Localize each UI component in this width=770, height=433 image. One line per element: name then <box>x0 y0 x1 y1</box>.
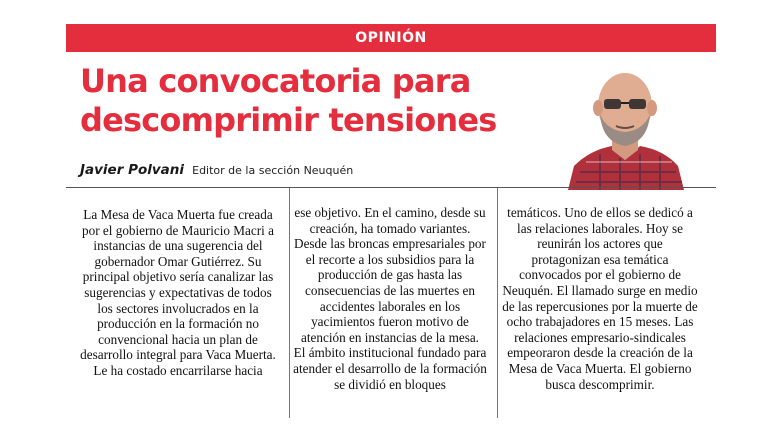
article-column-1 <box>80 207 276 379</box>
column-divider <box>497 188 498 418</box>
section-label: OPINIÓN <box>355 30 427 46</box>
author-role: Editor de la sección Neuquén <box>192 164 354 177</box>
author-portrait <box>560 62 690 190</box>
paragraph: temáticos. Uno de ellos se dedicó a las relaciones laborales. Hoy se reunirán los actores que protagonizan esa temática convocados por el gobierno de Neuquén. El llamado surge en medio de las repercusiones por la muerte de ocho trabajadores en 15 meses. Las relaciones empresario-sindicales empeoraron desde la creación de la Mesa de Vaca Muerta. El gobierno busca descomprimir. <box>502 205 698 392</box>
section-banner <box>66 24 716 52</box>
top-rule <box>66 187 716 188</box>
article-column-2 <box>292 205 488 392</box>
author-name: Javier Polvani <box>80 162 185 178</box>
column-divider <box>289 188 290 418</box>
paragraph: La Mesa de Vaca Muerta fue creada por el gobierno de Mauricio Macri a instancias de una sugerencia del gobernador Omar Gutiérrez. Su principal objetivo sería canalizar las sugerencias y expectativas de todos los sectores involucrados en la producción en la formación no convencional hacia un plan de desarrollo integral para Vaca Muerta. <box>80 207 276 363</box>
paragraph: ese objetivo. En el camino, desde su creación, ha tomado variantes. Desde las broncas empresariales por el recorte a los subsidios para la producción de gas hasta las consecuencias de las muertes en accidentes laborales en los yacimientos fueron motivo de atención en instancias de la mesa. <box>294 205 486 345</box>
paragraph: El ámbito institucional fundado para atender el desarrollo de la formación se dividió en bloques <box>293 345 487 392</box>
paragraph: Le ha costado encarrilarse hacia <box>93 362 263 378</box>
headline: Una convocatoria para descomprimir tensiones <box>80 62 497 139</box>
article-column-3 <box>502 205 698 392</box>
byline <box>80 159 353 178</box>
